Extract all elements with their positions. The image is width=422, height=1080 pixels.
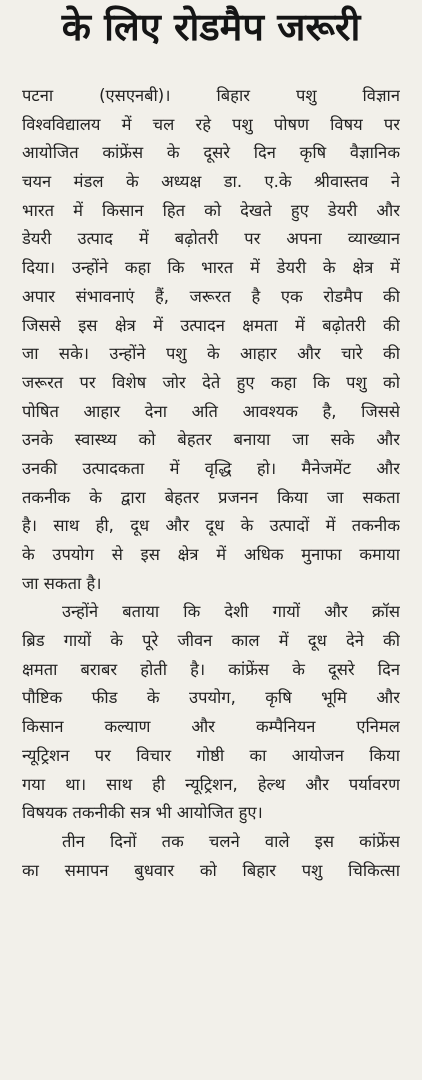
cut-off-line xyxy=(22,1066,400,1080)
article-line: चयन मंडल के अध्यक्ष डा. ए.के श्रीवास्तव ने xyxy=(22,172,400,192)
article-line: का समापन बुधवार को बिहार पशु चिकित्सा xyxy=(22,860,400,880)
article-line: डेयरी उत्पाद में बढ़ोतरी पर अपना व्याख्यान xyxy=(22,229,400,249)
article-line: ब्रिड गायों के पूरे जीवन काल में दूध देने की xyxy=(22,631,400,651)
article-line: जा सके। उन्होंने पशु के आहार और चारे की xyxy=(22,344,400,364)
article-line: दिया। उन्होंने कहा कि भारत में डेयरी के क्षेत्र में xyxy=(22,258,400,278)
article-line: के उपयोग से इस क्षेत्र में अधिक मुनाफा कमाया xyxy=(22,545,400,564)
cut-off-line-text xyxy=(22,1066,400,1080)
article-line: न्यूट्रिशन पर विचार गोष्ठी का आयोजन किया xyxy=(22,745,400,765)
article-line: किसान कल्याण और कम्पैनियन एनिमल xyxy=(22,717,400,737)
article-line: विषयक तकनीकी सत्र भी आयोजित हुए। xyxy=(22,803,263,823)
article-line: पटना (एसएनबी)। बिहार पशु विज्ञान xyxy=(22,86,400,105)
article-line: पौष्टिक फीड के उपयोग, कृषि भूमि और xyxy=(22,688,400,708)
article-line: गया था। साथ ही न्यूट्रिशन, हेल्थ और पर्यावरण xyxy=(22,774,400,794)
article-line: जिससे इस क्षेत्र में उत्पादन क्षमता में बढ़ोतरी की xyxy=(22,315,400,335)
article-headline: के लिए रोडमैप जरूरी xyxy=(61,5,361,49)
article-line: जा सकता है। xyxy=(22,573,102,593)
article-line: तीन दिनों तक चलने वाले इस कांफ्रेंस xyxy=(62,831,400,851)
article-line: अपार संभावनाएं हैं, जरूरत है एक रोडमैप की xyxy=(22,286,400,306)
article-line: उनकी उत्पादकता में वृद्धि हो। मैनेजमेंट और xyxy=(22,458,400,478)
article-line: उनके स्वास्थ्य को बेहतर बनाया जा सके और xyxy=(22,430,400,450)
article-line: आयोजित कांफ्रेंस के दूसरे दिन कृषि वैज्ञानिक xyxy=(22,143,400,163)
article-line: तकनीक के द्वारा बेहतर प्रजनन किया जा सकता xyxy=(22,487,400,507)
article-line: पोषित आहार देना अति आवश्यक है, जिससे xyxy=(22,401,400,421)
article-line: क्षमता बराबर होती है। कांफ्रेंस के दूसरे दिन xyxy=(22,659,400,679)
article-body xyxy=(22,82,400,885)
article-line: भारत में किसान हित को देखते हुए डेयरी और xyxy=(22,200,400,220)
article-line: है। साथ ही, दूध और दूध के उत्पादों में तकनीक xyxy=(22,516,400,536)
article-line: उन्होंने बताया कि देशी गायों और क्रॉस xyxy=(62,602,400,622)
article-line: विश्वविद्यालय में चल रहे पशु पोषण विषय पर xyxy=(22,114,400,134)
article-line: जरूरत पर विशेष जोर देते हुए कहा कि पशु को xyxy=(22,372,400,392)
